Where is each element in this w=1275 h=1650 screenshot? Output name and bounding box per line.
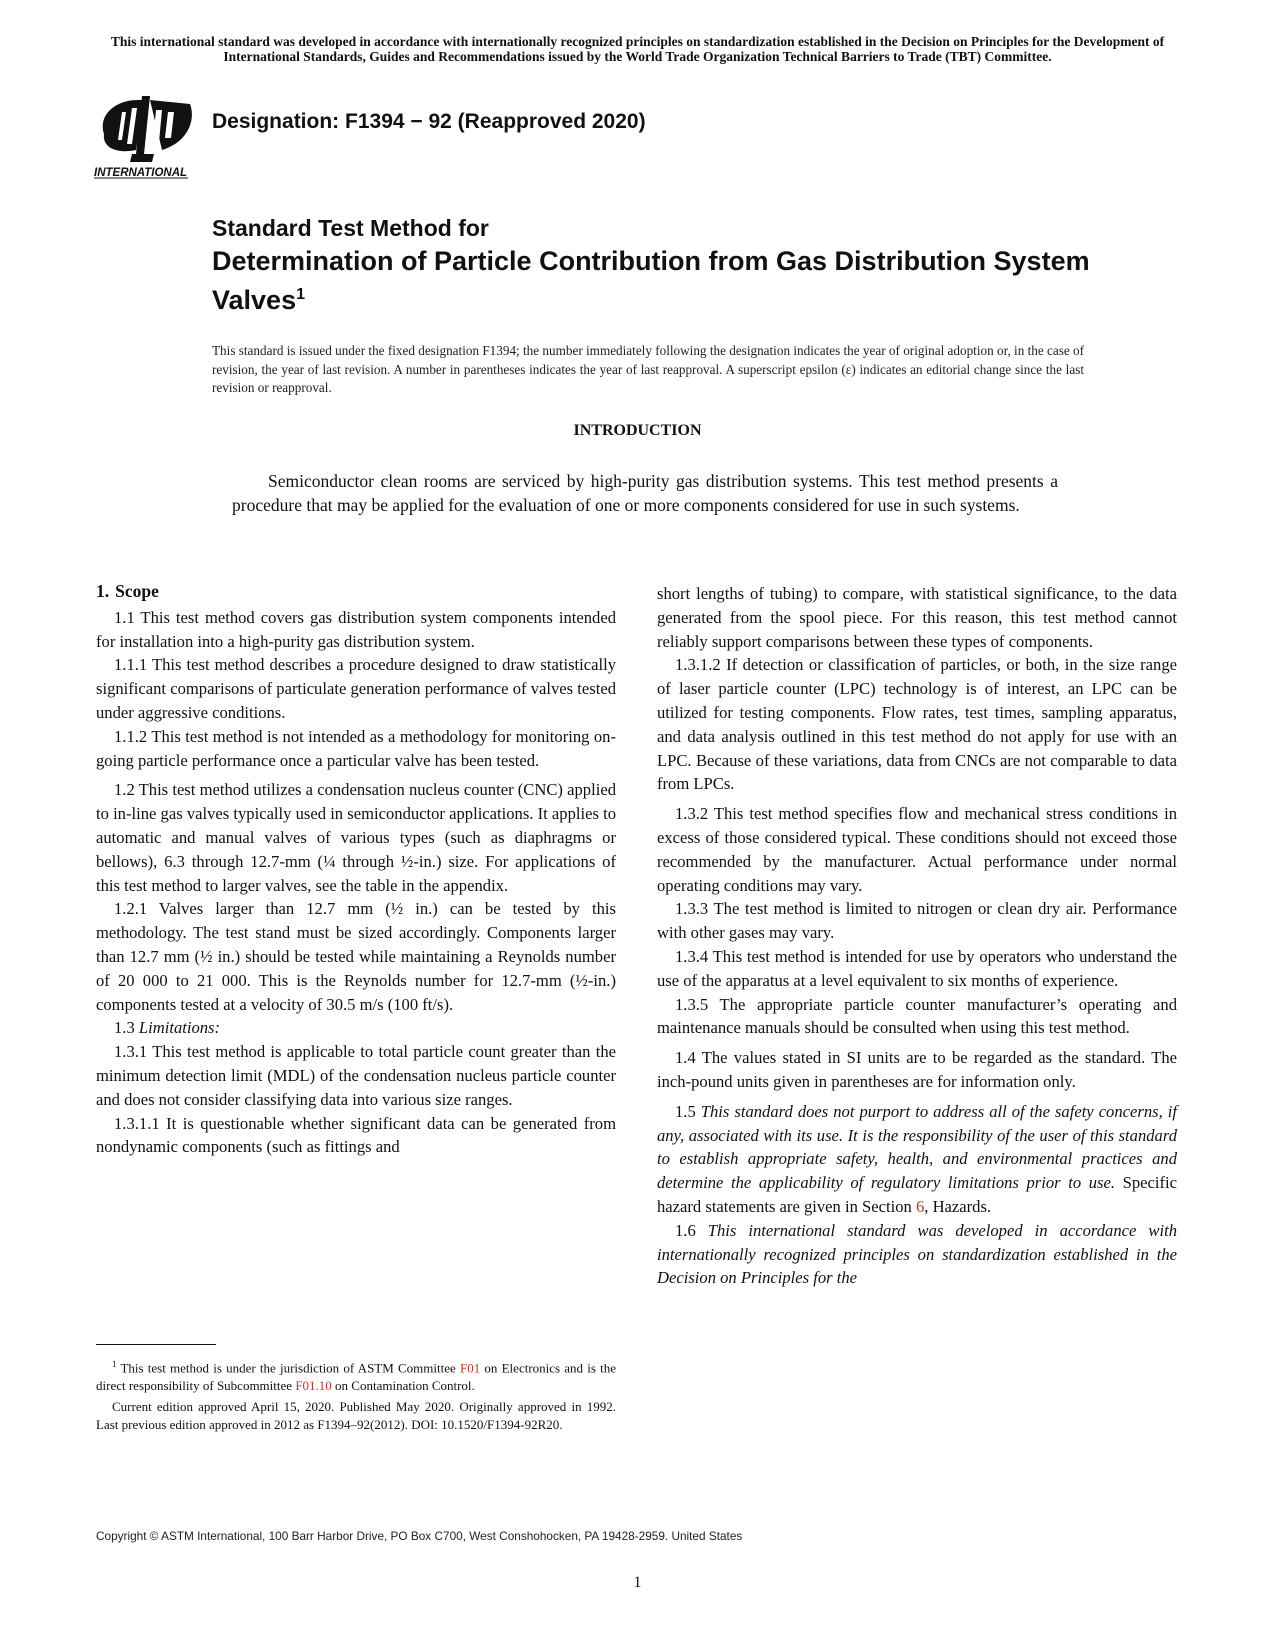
para-1-4: 1.4 The values stated in SI units are to be regarded as the standard. The inch-pound units given in parentheses are for information only. bbox=[657, 1048, 1177, 1091]
footnote-edition: Current edition approved April 15, 2020. Published May 2020. Originally approved in 1992. Last previous edition approved in 2012 as F1394–92(2012). DOI: 10.1520/F1394-92R20. bbox=[96, 1399, 616, 1432]
title-line-2 bbox=[212, 245, 1092, 317]
issued-statement: This standard is issued under the fixed designation F1394; the number immediately following the designation indicates the year of original adoption or, in the case of revision, the year of last revision. A number in parentheses indicates the year of last reapproval. A superscript epsilon (ε) indicates an editorial change since the last revision or reapproval. bbox=[212, 343, 1084, 395]
para-1-3-1-2: 1.3.1.2 If detection or classification of particles, or both, in the size range of laser particle counter (LPC) technology is of interest, an LPC can be utilized for testing components. Flow rates, test times, sampling apparatus, and data analysis outlined in this test method do not apply for use with an LPC. Because of these variations, data from CNCs are not comparable to data from LPCs. bbox=[657, 655, 1177, 794]
wto-notice: This international standard was developed in accordance with internationally recognized principles on standardization established in the Decision on Principles for the Development of International Standards, Guides and Recommendations issued by the World Trade Organization Technical Barriers to Trade (TBT) Committee. bbox=[110, 34, 1165, 64]
para-1-6 bbox=[657, 1219, 1177, 1290]
para-1-3-5: 1.3.5 The appropriate particle counter manufacturer’s operating and maintenance manuals should be consulted when using this test method. bbox=[657, 994, 1177, 1038]
introduction-text bbox=[232, 469, 1058, 517]
footnote-1 bbox=[96, 1356, 616, 1394]
subcommittee-f01-10-link[interactable]: F01.10 bbox=[295, 1377, 332, 1393]
title-footnote-ref: 1 bbox=[296, 286, 305, 303]
para-1-3-3: 1.3.3 The test method is limited to nitrogen or clean dry air. Performance with other gases may vary. bbox=[657, 899, 1177, 943]
column-right bbox=[657, 582, 1177, 1290]
para-1-1-1: 1.1.1 This test method describes a procedure designed to draw statistically significant comparisons of particulate generation performance of valves tested under aggressive conditions. bbox=[96, 655, 616, 722]
para-1-3 bbox=[96, 1016, 616, 1040]
section-6-link[interactable]: 6 bbox=[915, 1196, 925, 1216]
para-1-3-2: 1.3.2 This test method specifies flow and mechanical stress conditions in excess of those considered typical. These conditions should not exceed those recommended by the manufacturer. Actual performance under normal operating conditions may vary. bbox=[657, 804, 1177, 895]
para-1-3-1-1: 1.3.1.1 It is questionable whether significant data can be generated from nondynamic components (such as fittings and bbox=[96, 1113, 616, 1157]
column-left bbox=[96, 580, 616, 1159]
page-number: 1 bbox=[633, 1574, 642, 1591]
para-1-1-2: 1.1.2 This test method is not intended as a methodology for monitoring on-going particle performance once a particular valve has been tested. bbox=[96, 726, 616, 770]
section-heading-scope bbox=[96, 580, 616, 604]
footnote-text-c: on Contamination Control. bbox=[335, 1377, 475, 1393]
para-1-6-num: 1.6 bbox=[675, 1220, 696, 1240]
footnote-mark: 1 bbox=[112, 1359, 117, 1369]
para-1-5 bbox=[657, 1100, 1177, 1219]
document-title bbox=[212, 214, 1092, 317]
footnote-text-b: on Electronics and is the direct responsibility of Subcommittee bbox=[96, 1360, 617, 1393]
introduction-body: Semiconductor clean rooms are serviced by high-purity gas distribution systems. This test method presents a procedure that may be applied for the evaluation of one or more components considered for use in such systems. bbox=[232, 471, 1058, 515]
copyright: Copyright © ASTM International, 100 Barr Harbor Drive, PO Box C700, West Conshohocken, PA 19428-2959. United States bbox=[96, 1529, 743, 1543]
title-main: Determination of Particle Contribution from Gas Distribution System Valves bbox=[212, 246, 1090, 315]
para-1-3-4: 1.3.4 This test method is intended for use by operators who understand the use of the apparatus at a level equivalent to six months of experience. bbox=[657, 946, 1177, 990]
introduction-heading: INTRODUCTION bbox=[573, 422, 702, 439]
para-1-5-tail-b: , Hazards. bbox=[924, 1196, 992, 1216]
title-line-1: Standard Test Method for bbox=[212, 215, 489, 241]
para-1-2-1: 1.2.1 Valves larger than 12.7 mm (½ in.) can be tested by this methodology. The test stand must be sized accordingly. Components larger than 12.7 mm (½ in.) should be tested while maintaining a Reynolds number of 20 000 to 21 000. This is the Reynolds number for 12.7-mm (½-in.) components tested at a velocity of 30.5 m/s (100 ft/s). bbox=[96, 899, 616, 1014]
para-1-3-num: 1.3 bbox=[114, 1018, 135, 1038]
footnote-rule bbox=[96, 1344, 216, 1345]
para-1-3-label: Limitations: bbox=[138, 1018, 221, 1038]
footnote bbox=[96, 1356, 616, 1433]
para-1-5-num: 1.5 bbox=[675, 1101, 696, 1121]
designation: Designation: F1394 − 92 (Reapproved 2020) bbox=[212, 110, 646, 133]
astm-logo bbox=[92, 90, 202, 180]
para-1-6-italic: This international standard was developed in accordance with internationally recognized principles on standardization established in the Decision on Principles for the bbox=[657, 1220, 1177, 1288]
committee-f01-link[interactable]: F01 bbox=[459, 1360, 481, 1376]
para-1-1: 1.1 This test method covers gas distribution system components intended for installation into a high-purity gas distribution system. bbox=[96, 607, 616, 651]
para-1-2: 1.2 This test method utilizes a condensation nucleus counter (CNC) applied to in-line gas valves typically used in semiconductor applications. It applies to automatic and manual valves of various types (such as diaphragms or bellows), 6.3 through 12.7-mm (¼ through ½-in.) size. For applications of this test method to larger valves, see the table in the appendix. bbox=[96, 780, 616, 895]
para-1-5-italic: This standard does not purport to address all of the safety concerns, if any, associated with its use. It is the responsibility of the user of this standard to establish appropriate safety, health, and environmental practices and determine the applicability of regulatory limitations prior to use. bbox=[657, 1101, 1177, 1193]
logo-wordmark: INTERNATIONAL bbox=[94, 167, 188, 179]
section-number: 1. bbox=[96, 581, 110, 601]
footnote-text-a: This test method is under the jurisdiction of ASTM Committee bbox=[120, 1360, 456, 1376]
section-title: Scope bbox=[115, 581, 159, 601]
astm-logo-icon bbox=[92, 90, 202, 180]
para-1-3-1-1-continued: short lengths of tubing) to compare, with statistical significance, to the data generated from the spool piece. For this reason, this test method cannot reliably support comparisons between these types of components. bbox=[657, 584, 1177, 651]
para-1-3-1: 1.3.1 This test method is applicable to total particle count greater than the minimum detection limit (MDL) of the condensation nucleus particle counter and does not consider classifying data into various size ranges. bbox=[96, 1042, 616, 1109]
para-1-5-tail: Specific hazard statements are given in Section bbox=[657, 1173, 1177, 1216]
